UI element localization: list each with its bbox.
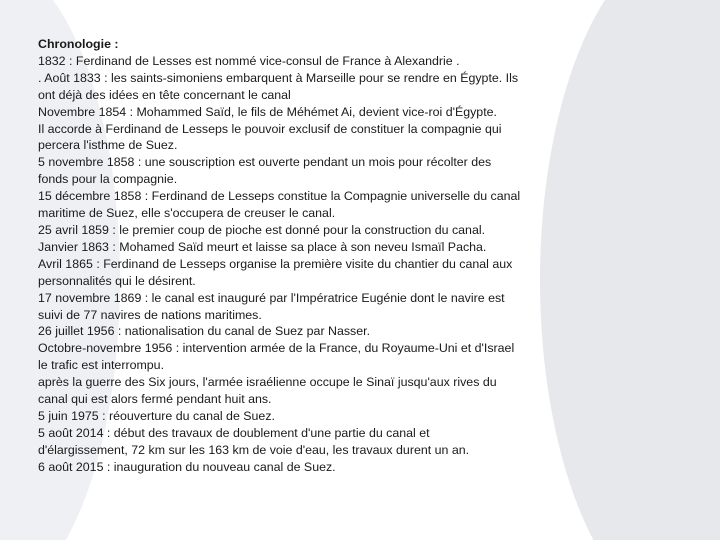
chronology-line: Il accorde à Ferdinand de Lesseps le pouvoir exclusif de constituer la compagnie qui: [38, 121, 502, 136]
chronology-line: Avril 1865 : Ferdinand de Lesseps organise la première visite du chantier du canal aux: [38, 256, 513, 271]
chronology-line: le trafic est interrompu.: [38, 358, 165, 373]
chronology-line: canal qui est alors fermé pendant huit ans.: [38, 392, 272, 407]
chronology-line: Novembre 1854 : Mohammed Saïd, le fils de Méhémet Ai, devient vice-roi d'Égypte.: [38, 104, 497, 119]
chronology-text-block: [38, 36, 598, 476]
chronology-line: 25 avril 1859 : le premier coup de pioche est donné pour la construction du canal.: [38, 222, 486, 237]
chronology-line: 1832 : Ferdinand de Lesses est nommé vice-consul de France à Alexandrie .: [38, 53, 460, 68]
chronology-line: 15 décembre 1858 : Ferdinand de Lesseps constitue la Compagnie universelle du canal: [38, 189, 521, 204]
chronology-line: 5 juin 1975 : réouverture du canal de Suez.: [38, 408, 275, 423]
chronology-line: 17 novembre 1869 : le canal est inauguré par l'Impératrice Eugénie dont le navire est: [38, 290, 505, 305]
chronology-line: personnalités qui le désirent.: [38, 273, 196, 288]
chronology-line: ont déjà des idées en tête concernant le canal: [38, 87, 291, 102]
chronology-line: Janvier 1863 : Mohamed Saïd meurt et laisse sa place à son neveu Ismaïl Pacha.: [38, 239, 487, 254]
chronology-line: maritime de Suez, elle s'occupera de creuser le canal.: [38, 206, 336, 221]
chronology-line: percera l'isthme de Suez.: [38, 138, 178, 153]
chronology-line: 6 août 2015 : inauguration du nouveau canal de Suez.: [38, 459, 336, 474]
chronology-title: Chronologie :: [38, 37, 119, 51]
chronology-line: suivi de 77 navires de nations maritimes.: [38, 307, 262, 322]
chronology-line: fonds pour la compagnie.: [38, 172, 178, 187]
chronology-line: après la guerre des Six jours, l'armée israélienne occupe le Sinaï jusqu'aux rives du: [38, 375, 497, 390]
chronology-line: Octobre-novembre 1956 : intervention armée de la France, du Royaume-Uni et d'Israel: [38, 341, 515, 356]
chronology-line: 5 novembre 1858 : une souscription est ouverte pendant un mois pour récolter des: [38, 155, 492, 170]
chronology-line: 5 août 2014 : début des travaux de doublement d'une partie du canal et: [38, 425, 430, 440]
chronology-line: 26 juillet 1956 : nationalisation du canal de Suez par Nasser.: [38, 324, 371, 339]
chronology-line: . Août 1833 : les saints-simoniens embarquent à Marseille pour se rendre en Égypte. Ils: [38, 70, 519, 85]
chronology-line: d'élargissement, 72 km sur les 163 km de voie d'eau, les travaux durent un an.: [38, 442, 470, 457]
